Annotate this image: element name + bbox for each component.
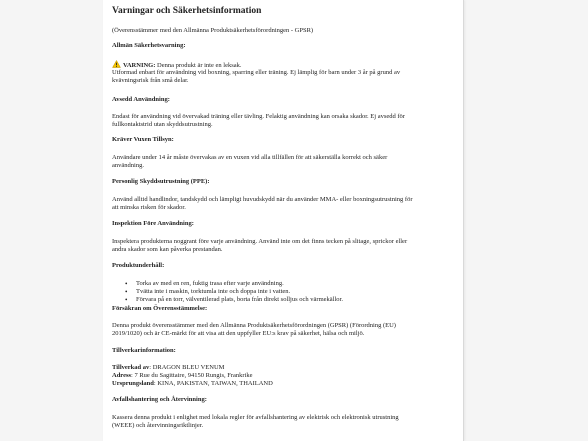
origin-value: : KINA, PAKISTAN, TAIWAN, THAILAND [153, 380, 273, 387]
supervision-text-line-2: användning. [112, 162, 144, 169]
care-item: Förvara på en torr, välventilerad plats, borta från direkt solljus och värmekällor. [136, 296, 343, 303]
bullet-icon: • [125, 296, 128, 304]
warning-icon [112, 60, 121, 68]
warning-text: Denna produkt är inte en leksak. [155, 62, 242, 69]
inspection-text-line-2: andra skador som kan påverka prestandan. [112, 246, 223, 253]
supervision-text-line-1: Användare under 14 år måste övervakas av en vuxen vid alla tillfällen för att säkerställa korrekt och säker [112, 154, 388, 161]
disposal-text-line-1: Kassera denna produkt i enlighet med lokala regler för avfallshantering av elektrisk och elektronisk utrustning [112, 414, 399, 421]
conformity-heading: Försäkran om Överensstämmelse: [112, 305, 208, 312]
document-subtitle: (Överensstämmer med den Allmänna Produktsäkerhetsförordningen - GPSR) [112, 27, 314, 34]
ppe-text-line-2: att minska risken för skador. [112, 204, 186, 211]
address-value: : 7 Rue du Sagittaire, 94150 Rungis, Frankrike [131, 372, 253, 379]
made-by-label: Tillverkad av [112, 364, 150, 371]
conformity-text-line-1: Denna produkt överensstämmer med den Allmänna Produktsäkerhetsförordningen (GPSR) (Förordning (EU) [112, 322, 396, 329]
document-title: Varningar och Säkerhetsinformation [112, 6, 262, 16]
intended-heading: Avsedd Användning: [112, 96, 170, 103]
care-item: Tvätta inte i maskin, torktumla inte och doppa inte i vatten. [136, 288, 291, 295]
address-label: Adress [112, 372, 132, 379]
manufacturer-address [112, 372, 253, 380]
inspection-heading: Inspektion Före Användning: [112, 220, 194, 227]
manufacturer-made-by [112, 364, 224, 372]
manufacturer-heading: Tillverkarinformation: [112, 347, 176, 354]
bullet-icon: • [125, 280, 128, 288]
ppe-heading: Personlig Skyddsutrustning (PPE): [112, 178, 210, 185]
care-item: Torka av med en ren, fuktig trasa efter varje användning. [136, 280, 284, 287]
disposal-text-line-2: (WEEE) och återvinningsriktlinjer. [112, 422, 204, 429]
document-page [103, 0, 464, 441]
care-heading: Produktunderhåll: [112, 262, 165, 269]
intended-text-line-2: fullkontaktstrid utan skyddsutrustning. [112, 121, 213, 128]
ppe-text-line-1: Använd alltid handlindor, tandskydd och lämpligt huvudskydd när du använder MMA- eller boxningsutrustning för [112, 196, 413, 203]
disposal-heading: Avfallshantering och Återvinning: [112, 396, 207, 403]
supervision-heading: Kräver Vuxen Tillsyn: [112, 136, 174, 143]
origin-label: Ursprungsland [112, 380, 154, 387]
general-text-line-2: kvävningsrisk från små delar. [112, 77, 189, 84]
inspection-text-line-1: Inspektera produkterna noggrant före varje användning. Använd inte om det finns tecken på slitage, sprickor eller [112, 238, 408, 245]
made-by-value: : DRAGON BLEU VENUM [149, 364, 225, 371]
conformity-text-line-2: 2019/1020) och är CE-märkt för att visa att den uppfyller EU:s krav på säkerhet, hälsa och miljö. [112, 330, 365, 337]
manufacturer-origin [112, 380, 273, 388]
intended-text-line-1: Endast för användning vid övervakad träning eller tävling. Felaktig användning kan orsaka skador. Ej avsedd för [112, 113, 405, 120]
general-heading: Allmän Säkerhetsvarning: [112, 42, 186, 49]
bullet-icon: • [125, 288, 128, 296]
warning-label: VARNING: [123, 62, 156, 69]
general-text-line-1: Utformad enbart för användning vid boxning, sparring eller träning. Ej lämplig för barn under 3 år på grund av [112, 69, 401, 76]
